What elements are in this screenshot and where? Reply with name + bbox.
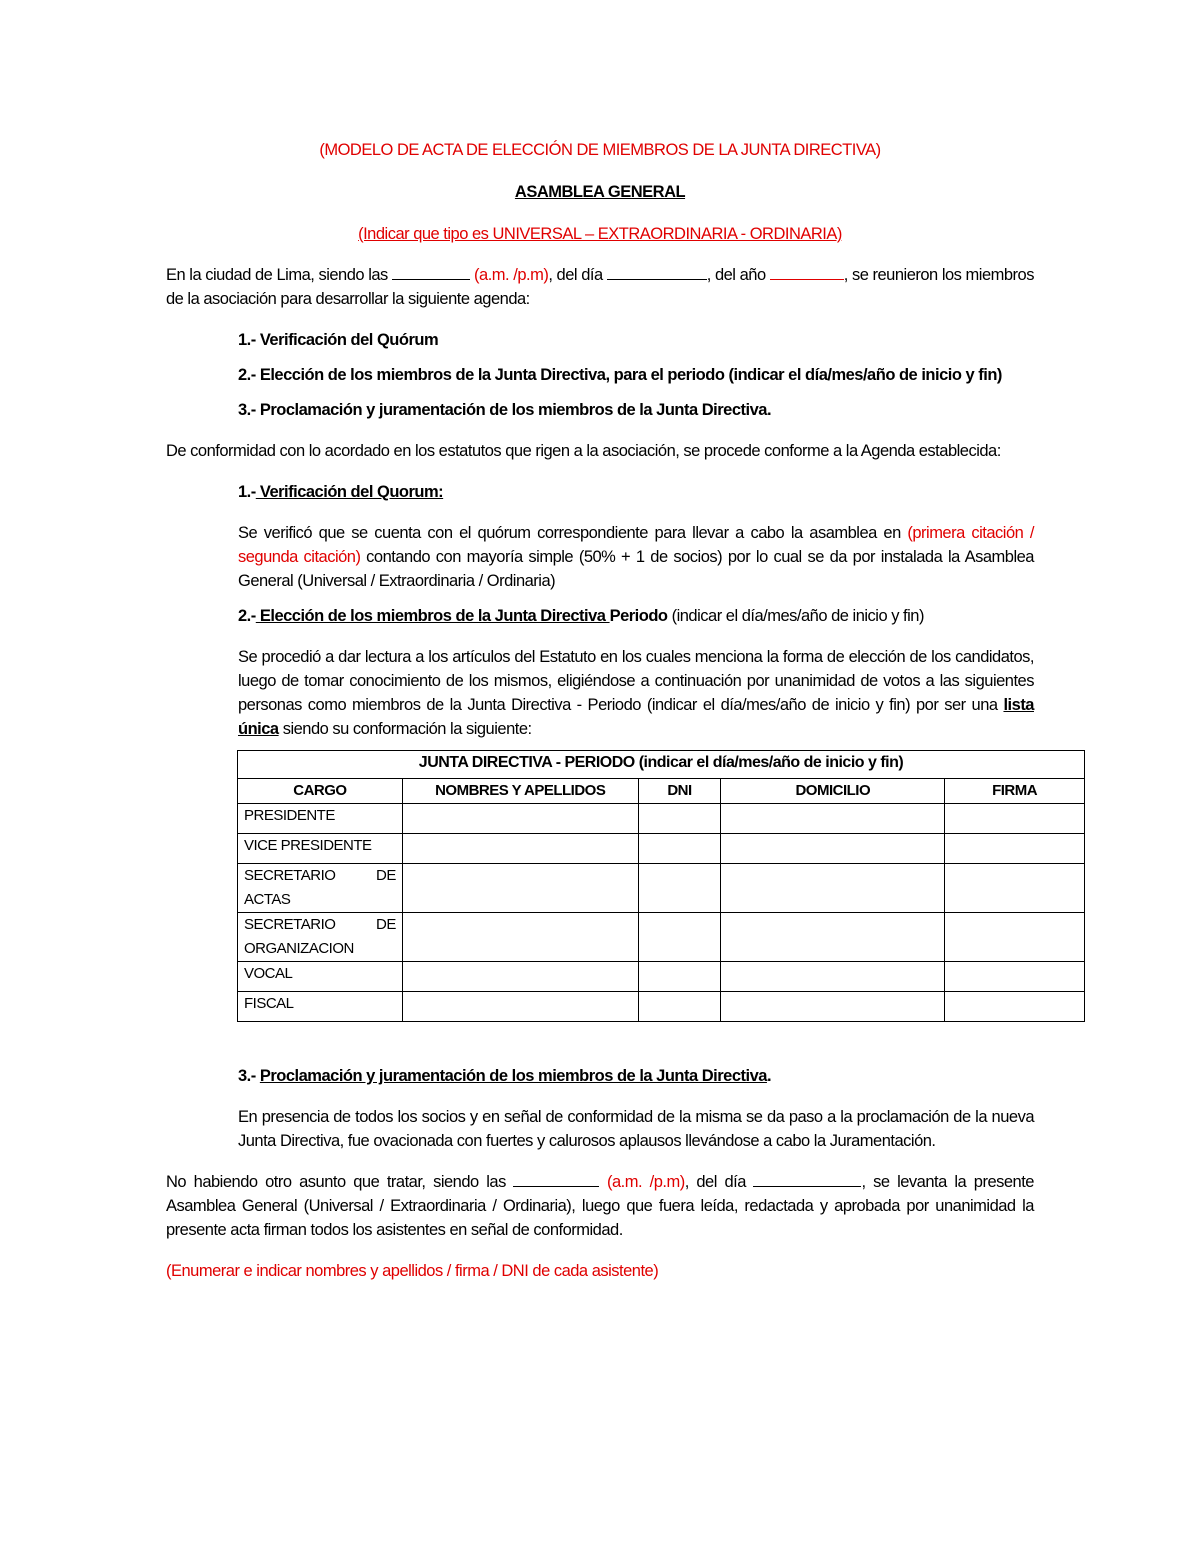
dni-cell	[638, 834, 721, 864]
firma-cell	[945, 864, 1085, 913]
dni-cell	[638, 913, 721, 962]
table-row	[238, 913, 1085, 962]
names-cell	[402, 962, 638, 992]
domicilio-cell	[721, 864, 945, 913]
document-body	[166, 138, 1038, 1283]
column-header: CARGO	[238, 779, 403, 804]
dni-cell	[638, 962, 721, 992]
section-3-heading: 3.- Proclamación y juramentación de los miembros de la Junta Directiva.	[238, 1067, 772, 1085]
cargo-cell: FISCAL	[238, 992, 403, 1022]
junta-directiva-table	[237, 750, 1085, 1022]
names-cell	[402, 992, 638, 1022]
section-1-text: Se verificó que se cuenta con el quórum correspondiente para llevar a cabo la asamblea en (primera citación / segunda citación) contando con mayoría simple (50% + 1 de socios) por lo cual se da por instalada la Asamblea General (Universal / Extraordinaria / Ordinaria)	[238, 524, 1035, 590]
cargo-cell: SECRETARIO DE ORGANIZACION	[238, 913, 403, 962]
section-3	[166, 1064, 1034, 1153]
intro-paragraph: En la ciudad de Lima, siendo las (a.m. /p.m), del día , del año , se reunieron los miembros de la asociación para desarrollar la siguiente agenda:	[166, 266, 1034, 308]
cargo-cell: VICE PRESIDENTE	[238, 834, 403, 864]
domicilio-cell	[721, 804, 945, 834]
domicilio-cell	[721, 834, 945, 864]
table-title: JUNTA DIRECTIVA - PERIODO (indicar el día/mes/año de inicio y fin)	[238, 751, 1085, 779]
column-header: FIRMA	[945, 779, 1085, 804]
table-row	[238, 804, 1085, 834]
table-header-row	[238, 779, 1085, 804]
agenda-list	[166, 328, 1034, 422]
section-3-text: En presencia de todos los socios y en señal de conformidad de la misma se da paso a la proclamación de la nueva Junta Directiva, fue ovacionada con fuertes y calurosos aplausos llevándose a cabo la Juramentación.	[238, 1108, 1034, 1150]
attendees-note: (Enumerar e indicar nombres y apellidos / firma / DNI de cada asistente)	[166, 1262, 659, 1280]
cargo-cell: SECRETARIO DE ACTAS	[238, 864, 403, 913]
firma-cell	[945, 804, 1085, 834]
section-2-heading: 2.- Elección de los miembros de la Junta Directiva Periodo (indicar el día/mes/año de inicio y fin)	[238, 607, 924, 625]
assembly-type-note: (Indicar que tipo es UNIVERSAL – EXTRAORDINARIA - ORDINARIA)	[358, 225, 842, 243]
document-title: ASAMBLEA GENERAL	[514, 183, 686, 201]
firma-cell	[945, 913, 1085, 962]
column-header: NOMBRES Y APELLIDOS	[402, 779, 638, 804]
table-row	[238, 834, 1085, 864]
dni-cell	[638, 804, 721, 834]
domicilio-cell	[721, 913, 945, 962]
dni-cell	[638, 992, 721, 1022]
section-2-text: Se procedió a dar lectura a los artículos del Estatuto en los cuales menciona la forma de elección de los candidatos, luego de tomar conocimiento de los mismos, eligiéndose a continuación por unanimidad de votos a las siguientes personas como miembros de la Junta Directiva - Periodo (indicar el día/mes/año de inicio y fin) por ser una lista única siendo su conformación la siguiente:	[238, 648, 1034, 738]
domicilio-cell	[721, 962, 945, 992]
firma-cell	[945, 834, 1085, 864]
agenda-item: 2.- Elección de los miembros de la Junta Directiva, para el periodo (indicar el día/mes/año de inicio y fin)	[238, 366, 1002, 384]
conformidad-paragraph: De conformidad con lo acordado en los estatutos que rigen a la asociación, se procede conforme a la Agenda establecida:	[166, 442, 1001, 460]
closing-paragraph: No habiendo otro asunto que tratar, siendo las (a.m. /p.m), del día , se levanta la presente Asamblea General (Universal / Extraordinaria / Ordinaria), luego que fuera leída, redactada y aprobada por unanimidad la presente acta firman todos los asistentes en señal de conformidad.	[166, 1173, 1034, 1239]
names-cell	[402, 913, 638, 962]
agenda-item: 1.- Verificación del Quórum	[238, 331, 439, 349]
firma-cell	[945, 962, 1085, 992]
dni-cell	[638, 864, 721, 913]
names-cell	[402, 804, 638, 834]
table-row	[238, 962, 1085, 992]
column-header: DOMICILIO	[721, 779, 945, 804]
agenda-item: 3.- Proclamación y juramentación de los miembros de la Junta Directiva.	[238, 401, 772, 419]
model-title: (MODELO DE ACTA DE ELECCIÓN DE MIEMBROS DE LA JUNTA DIRECTIVA)	[319, 141, 881, 159]
domicilio-cell	[721, 992, 945, 1022]
cargo-cell: PRESIDENTE	[238, 804, 403, 834]
names-cell	[402, 834, 638, 864]
table-row	[238, 992, 1085, 1022]
cargo-cell: VOCAL	[238, 962, 403, 992]
column-header: DNI	[638, 779, 721, 804]
table-row	[238, 864, 1085, 913]
section-1-heading: 1.- Verificación del Quorum:	[238, 483, 444, 501]
names-cell	[402, 864, 638, 913]
section-1	[166, 480, 1034, 741]
firma-cell	[945, 992, 1085, 1022]
